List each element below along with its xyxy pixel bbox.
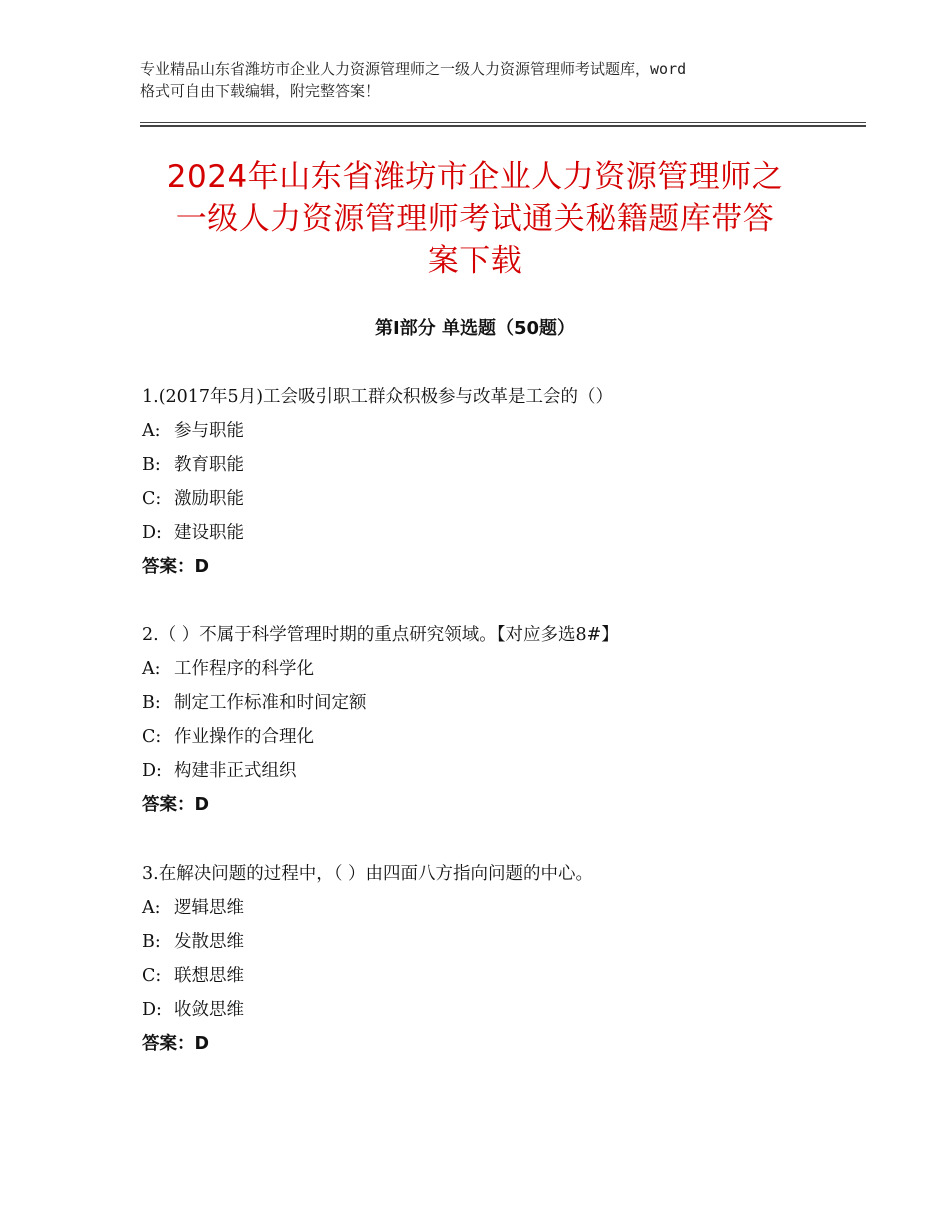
header-divider-thick: [140, 125, 866, 127]
question-2: [142, 618, 842, 822]
option-b: [142, 448, 842, 482]
option-letter: D:: [142, 523, 162, 543]
option-d: [142, 993, 842, 1027]
option-b: [142, 686, 842, 720]
option-a: [142, 414, 842, 448]
option-text: 激励职能: [174, 489, 244, 509]
option-d: [142, 516, 842, 550]
option-letter: A:: [142, 659, 161, 679]
answer: 答案：D: [142, 795, 210, 815]
header-divider-thin: [140, 122, 866, 123]
option-letter: B:: [142, 455, 161, 475]
answer: 答案：D: [142, 557, 210, 577]
document-title-line-2: 一级人力资源管理师考试通关秘籍题库带答: [175, 201, 775, 237]
option-letter: C:: [142, 489, 162, 509]
answer: 答案：D: [142, 1034, 210, 1054]
section-heading: 第Ⅰ部分 单选题（50题）: [374, 318, 575, 339]
option-text: 参与职能: [174, 421, 244, 441]
option-letter: B:: [142, 932, 161, 952]
question-stem: 3.在解决问题的过程中，（ ）由四面八方指向问题的中心。: [142, 864, 594, 884]
option-letter: D:: [142, 1000, 162, 1020]
option-text: 作业操作的合理化: [174, 727, 314, 747]
header-note-line-1: 专业精品山东省潍坊市企业人力资源管理师之一级人力资源管理师考试题库，word: [140, 60, 687, 78]
header-note-line-2: 格式可自由下载编辑，附完整答案！: [140, 82, 381, 100]
option-letter: A:: [142, 421, 161, 441]
option-c: [142, 720, 842, 754]
option-b: [142, 925, 842, 959]
document-title-line-3: 案下载: [427, 243, 523, 279]
option-letter: A:: [142, 898, 161, 918]
option-c: [142, 482, 842, 516]
option-text: 建设职能: [174, 523, 244, 543]
question-1: [142, 380, 842, 584]
option-letter: C:: [142, 727, 162, 747]
option-text: 收敛思维: [174, 1000, 244, 1020]
option-c: [142, 959, 842, 993]
option-a: [142, 891, 842, 925]
document-title-line-1: 2024年山东省潍坊市企业人力资源管理师之: [166, 159, 784, 195]
document-title: [120, 156, 830, 282]
option-text: 制定工作标准和时间定额: [174, 693, 367, 713]
option-a: [142, 652, 842, 686]
option-text: 联想思维: [174, 966, 244, 986]
option-letter: B:: [142, 693, 161, 713]
question-stem: 2.（ ）不属于科学管理时期的重点研究领域。【对应多选8#】: [142, 625, 619, 645]
option-text: 教育职能: [174, 455, 244, 475]
option-text: 发散思维: [174, 932, 244, 952]
question-3: [142, 857, 842, 1061]
option-letter: D:: [142, 761, 162, 781]
header-note: [140, 58, 830, 102]
option-text: 逻辑思维: [174, 898, 244, 918]
option-text: 工作程序的科学化: [174, 659, 314, 679]
option-letter: C:: [142, 966, 162, 986]
option-d: [142, 754, 842, 788]
option-text: 构建非正式组织: [174, 761, 297, 781]
question-stem: 1.(2017年5月)工会吸引职工群众积极参与改革是工会的（）: [142, 387, 614, 407]
